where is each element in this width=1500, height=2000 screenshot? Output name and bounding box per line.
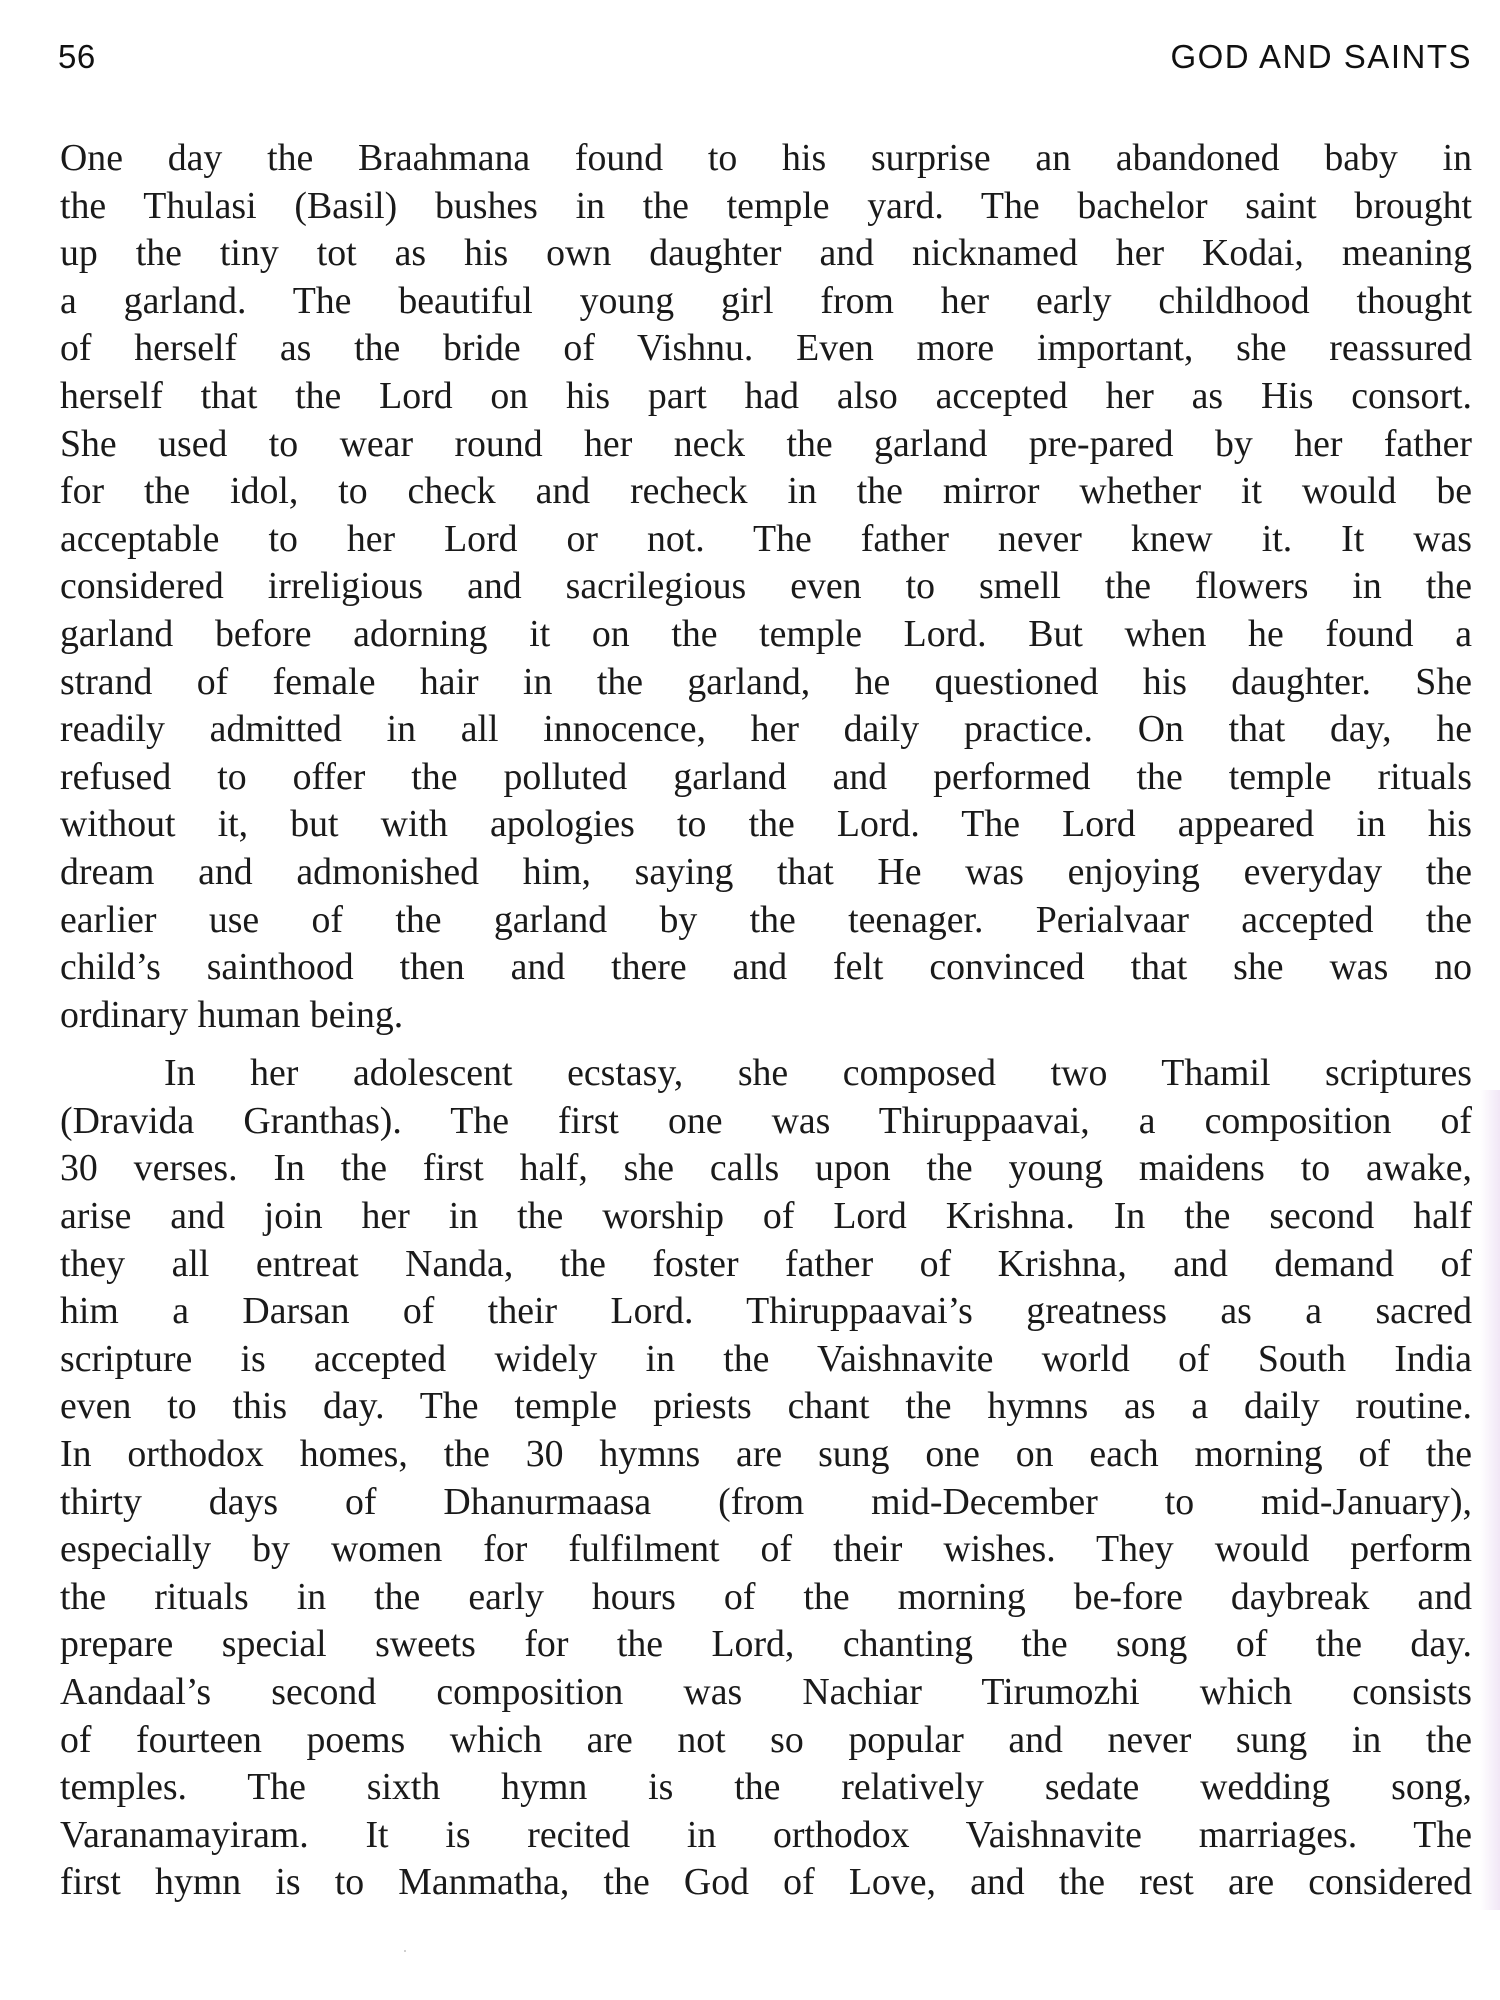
text-line: Varanamayiram. It is recited in orthodox Vaishnavite marriages. The xyxy=(60,1813,1472,1856)
text-line: child’s sainthood then and there and felt convinced that she was no xyxy=(60,946,1472,989)
text-line: earlier use of the garland by the teenager. Perialvaar accepted the xyxy=(60,898,1472,941)
text-line: One day the Braahmana found to his surprise an abandoned baby in xyxy=(60,137,1472,179)
text-line: up the tiny tot as his own daughter and nicknamed her Kodai, meaning xyxy=(60,232,1472,275)
text-line: She used to wear round her neck the garland pre-pared by her father xyxy=(60,422,1472,465)
text-line: readily admitted in all innocence, her daily practice. On that day, he xyxy=(60,708,1472,751)
running-head: GOD AND SAINTS xyxy=(1170,38,1472,75)
text-line: acceptable to her Lord or not. The father never knew it. It was xyxy=(60,517,1472,560)
text-line: for the idol, to check and recheck in the mirror whether it would be xyxy=(60,470,1472,513)
page-header xyxy=(58,38,1472,88)
text-line: Aandaal’s second composition was Nachiar Tirumozhi which consists xyxy=(60,1671,1472,1713)
text-line: the Thulasi (Basil) bushes in the temple yard. The bachelor saint brought xyxy=(60,184,1472,227)
text-line: In orthodox homes, the 30 hymns are sung one on each morning of the xyxy=(60,1433,1472,1476)
text-line: of fourteen poems which are not so popular and never sung in the xyxy=(60,1718,1472,1761)
text-line: the rituals in the early hours of the morning be-fore daybreak and xyxy=(60,1575,1472,1618)
paragraph-gap xyxy=(60,1039,1472,1050)
text-line: him a Darsan of their Lord. Thiruppaavai’s greatness as a sacred xyxy=(60,1290,1472,1333)
text-line: even to this day. The temple priests chant the hymns as a daily routine. xyxy=(60,1385,1472,1428)
text-line: considered irreligious and sacrilegious even to smell the flowers in the xyxy=(60,565,1472,608)
text-line: 30 verses. In the first half, she calls upon the young maidens to awake, xyxy=(60,1147,1472,1190)
text-line: a garland. The beautiful young girl from her early childhood thought xyxy=(60,279,1472,322)
paragraph-2 xyxy=(60,1050,1472,1907)
text-line: without it, but with apologies to the Lord. The Lord appeared in his xyxy=(60,803,1472,846)
text-line: garland before adorning it on the temple Lord. But when he found a xyxy=(60,612,1472,655)
text-line: herself that the Lord on his part had also accepted her as His consort. xyxy=(60,374,1472,417)
text-line: they all entreat Nanda, the foster father of Krishna, and demand of xyxy=(60,1242,1472,1285)
text-line: In her adolescent ecstasy, she composed two Thamil scriptures xyxy=(164,1052,1472,1095)
text-line: temples. The sixth hymn is the relatively sedate wedding song, xyxy=(60,1766,1472,1809)
text-line: dream and admonished him, saying that He was enjoying everyday the xyxy=(60,850,1472,893)
text-line: especially by women for fulfilment of their wishes. They would perform xyxy=(60,1528,1472,1571)
text-line: thirty days of Dhanurmaasa (from mid-December to mid-January), xyxy=(60,1480,1472,1523)
text-line: strand of female hair in the garland, he questioned his daughter. She xyxy=(60,660,1472,703)
page-number: 56 xyxy=(58,38,96,75)
paragraph-1 xyxy=(60,135,1472,1039)
text-line: prepare special sweets for the Lord, chanting the song of the day. xyxy=(60,1623,1472,1666)
text-line: (Dravida Granthas). The first one was Thiruppaavai, a composition of xyxy=(60,1099,1472,1142)
text-line: refused to offer the polluted garland and performed the temple rituals xyxy=(60,755,1472,798)
text-line: arise and join her in the worship of Lord Krishna. In the second half xyxy=(60,1195,1472,1238)
text-line: ordinary human being. xyxy=(60,993,404,1036)
text-line: scripture is accepted widely in the Vaishnavite world of South India xyxy=(60,1337,1472,1380)
text-line: first hymn is to Manmatha, the God of Love, and the rest are considered xyxy=(60,1861,1472,1904)
page-edge-tint xyxy=(1480,1090,1500,1910)
text-line: of herself as the bride of Vishnu. Even more important, she reassured xyxy=(60,327,1472,370)
body-text xyxy=(60,135,1472,1907)
paper-speck xyxy=(404,1950,406,1952)
